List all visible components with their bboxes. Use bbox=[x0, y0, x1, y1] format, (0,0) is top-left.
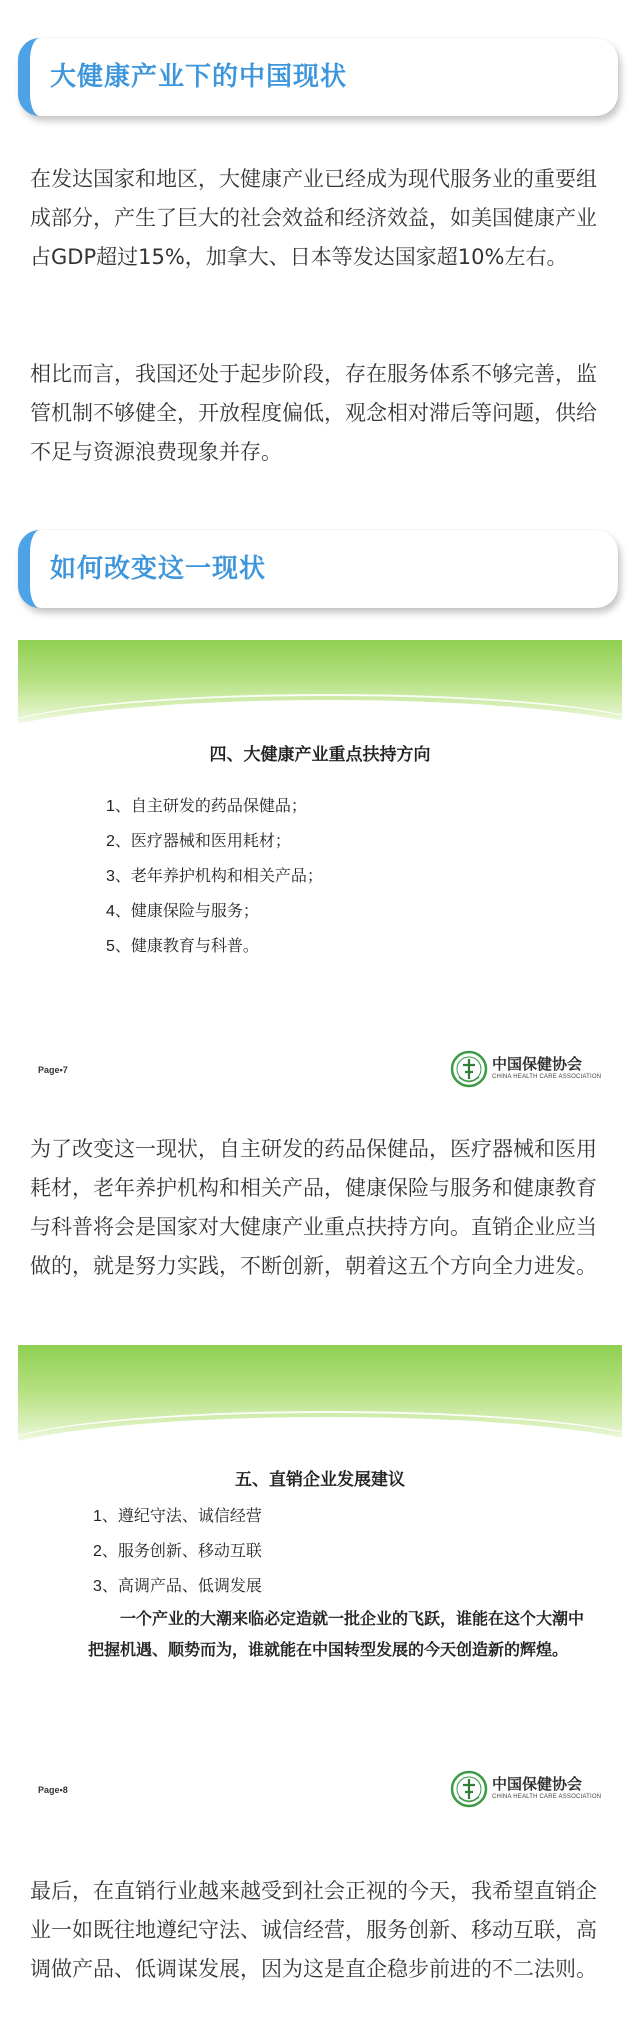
slide-heading: 四、大健康产业重点扶持方向 bbox=[209, 745, 431, 765]
list-item: 2、服务创新、移动互联 bbox=[93, 1541, 262, 1560]
paragraph-4: 最后，在直销行业越来越受到社会正视的今天，我希望直销企业一如既往地遵纪守法、诚信经营，服务创新、移动互联，高调做产品、低调谋发展，因为这是直企稳步前进的不二法则。 bbox=[30, 1879, 597, 1981]
list-item: 3、老年养护机构和相关产品； bbox=[106, 866, 323, 885]
logo-cn-text: 中国保健协会 bbox=[492, 1775, 583, 1793]
slide-page-number: Page▪7 bbox=[38, 1065, 68, 1075]
section-banner-2 bbox=[18, 530, 618, 608]
slide-heading: 五、直销企业发展建议 bbox=[235, 1470, 405, 1490]
slide-page-number: Page▪8 bbox=[38, 1785, 68, 1795]
association-logo bbox=[450, 1050, 600, 1090]
slide-quote: 一个产业的大潮来临必定造就一批企业的飞跃，谁能在这个大潮中把握机遇、顺势而为，谁就能在中国转型发展的今天创造新的辉煌。 bbox=[88, 1609, 585, 1659]
list-item: 3、高调产品、低调发展 bbox=[93, 1576, 262, 1595]
section-title-1: 大健康产业下的中国现状 bbox=[50, 62, 348, 92]
paragraph-2: 相比而言，我国还处于起步阶段，存在服务体系不够完善，监管机制不够健全，开放程度偏低，观念相对滞后等问题，供给不足与资源浪费现象并存。 bbox=[30, 362, 597, 464]
list-item: 5、健康教育与科普。 bbox=[106, 936, 259, 955]
slide-image-2 bbox=[18, 1345, 622, 1835]
slide-image-1 bbox=[18, 640, 622, 1110]
list-item: 1、遵纪守法、诚信经营 bbox=[93, 1506, 262, 1525]
association-logo bbox=[450, 1770, 600, 1810]
paragraph-1: 在发达国家和地区，大健康产业已经成为现代服务业的重要组成部分，产生了巨大的社会效益和经济效益，如美国健康产业占GDP超过15%，加拿大、日本等发达国家超10%左右。 bbox=[30, 167, 597, 269]
association-emblem-icon bbox=[450, 1770, 488, 1808]
logo-cn-text: 中国保健协会 bbox=[492, 1055, 583, 1073]
section-banner-1 bbox=[18, 38, 618, 116]
list-item: 4、健康保险与服务； bbox=[106, 901, 259, 920]
association-emblem-icon bbox=[450, 1050, 488, 1088]
logo-en-text: CHINA HEALTH CARE ASSOCIATION bbox=[492, 1074, 602, 1080]
section-title-2: 如何改变这一现状 bbox=[50, 554, 267, 584]
paragraph-3: 为了改变这一现状，自主研发的药品保健品，医疗器械和医用耗材，老年养护机构和相关产品，健康保险与服务和健康教育与科普将会是国家对大健康产业重点扶持方向。直销企业应当做的，就是努力实践，不断创新，朝着这五个方向全力进发。 bbox=[30, 1137, 597, 1278]
list-item: 1、自主研发的药品保健品； bbox=[106, 796, 307, 815]
list-item: 2、医疗器械和医用耗材； bbox=[106, 831, 291, 850]
logo-en-text: CHINA HEALTH CARE ASSOCIATION bbox=[492, 1794, 602, 1800]
